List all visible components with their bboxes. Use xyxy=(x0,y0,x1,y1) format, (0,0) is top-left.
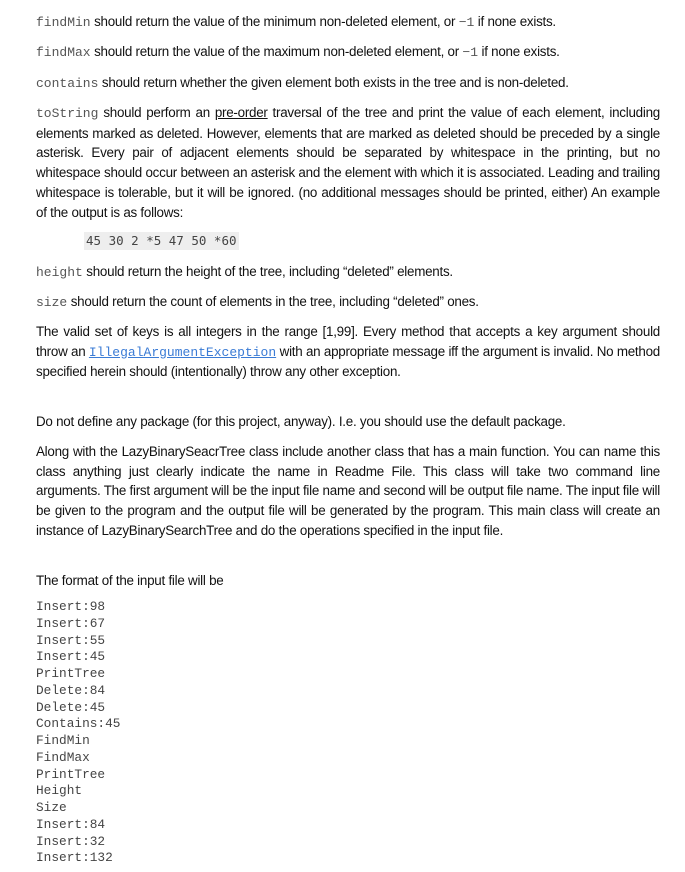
text: The valid set of keys is all integers in the range [1,99]. Every method that accepts a key argument should throw an xyxy=(36,324,660,359)
text: with an appropriate message iff the argument is invalid. No method specified herein should (intentionally) throw any other exception. xyxy=(36,343,660,380)
findmax-paragraph xyxy=(36,42,660,63)
text: traversal of the tree and print the value of each element, including elements marked as deleted. However, elements that are marked as deleted should be preceded by a single asterisk. Every pair of adjacent elements should be separated by whitespace in the printing, but no whitespace should occur between an asterisk and the element with which it is associated. Leading and trailing whitespace is tolerable, but it will be ignored. (no additional messages should be printed, either) An example of the output is as follows: xyxy=(36,105,660,220)
method-name: findMin xyxy=(36,15,91,30)
input-file-example xyxy=(36,599,120,867)
input-line: FindMax xyxy=(36,749,90,765)
contains-paragraph xyxy=(36,73,660,94)
text: should return whether the given element both exists in the tree and is non-deleted. xyxy=(98,75,569,90)
method-name: height xyxy=(36,265,83,280)
text: should return the height of the tree, including “deleted” elements. xyxy=(82,264,453,279)
text: if none exists. xyxy=(474,14,556,29)
format-paragraph: The format of the input file will be xyxy=(36,573,224,588)
input-line: Size xyxy=(36,800,67,815)
input-line: Contains:45 xyxy=(36,716,121,732)
text: should return the value of the minimum non-deleted element, or xyxy=(90,14,459,29)
input-line: Insert:67 xyxy=(36,615,106,631)
value: −1 xyxy=(458,15,475,30)
text: if none exists. xyxy=(478,44,560,59)
input-line: Insert:98 xyxy=(36,599,106,614)
method-name: findMax xyxy=(36,45,91,60)
main-class-paragraph: Along with the LazyBinarySeacrTree class include another class that has a main function. You can name this class anything just clearly indicate the name in Readme File. This class will take two command line arguments. The first argument will be the input file name and second will be output file name. The input file will be given to the program and the output file will be generated by the program. This main class will create an instance of LazyBinarySearchTree and do the operations specified in the input file. xyxy=(36,444,660,538)
input-line: FindMin xyxy=(36,733,90,748)
underlined-term: pre-order xyxy=(214,105,268,120)
input-line: Delete:45 xyxy=(36,699,106,715)
size-paragraph xyxy=(36,292,660,313)
input-line: Height xyxy=(36,783,83,799)
input-line: PrintTree xyxy=(36,766,106,782)
input-line: Insert:55 xyxy=(36,632,106,648)
input-line: Delete:84 xyxy=(36,682,106,698)
input-line: Insert:132 xyxy=(36,850,113,866)
input-line: Insert:45 xyxy=(36,649,106,665)
height-paragraph xyxy=(36,262,660,283)
method-name: size xyxy=(36,295,68,310)
valid-keys-paragraph xyxy=(36,322,660,382)
input-line: Insert:84 xyxy=(36,816,106,832)
sample-output: 45 30 2 *5 47 50 *60 xyxy=(86,233,237,248)
findmin-paragraph xyxy=(36,12,660,33)
text: should return the value of the maximum non-deleted element, or xyxy=(90,44,463,59)
text: should return the count of elements in the tree, including “deleted” ones. xyxy=(67,294,479,309)
method-name: contains xyxy=(36,76,99,91)
method-name: toString xyxy=(36,106,99,121)
exception-link[interactable]: IllegalArgumentException xyxy=(88,344,277,360)
tostring-paragraph xyxy=(36,103,660,222)
input-line: PrintTree xyxy=(36,666,106,681)
input-line: Insert:32 xyxy=(36,833,106,849)
package-paragraph: Do not define any package (for this project, anyway). I.e. you should use the default package. xyxy=(36,414,566,429)
text: should perform an xyxy=(98,105,215,120)
value: −1 xyxy=(462,45,479,60)
